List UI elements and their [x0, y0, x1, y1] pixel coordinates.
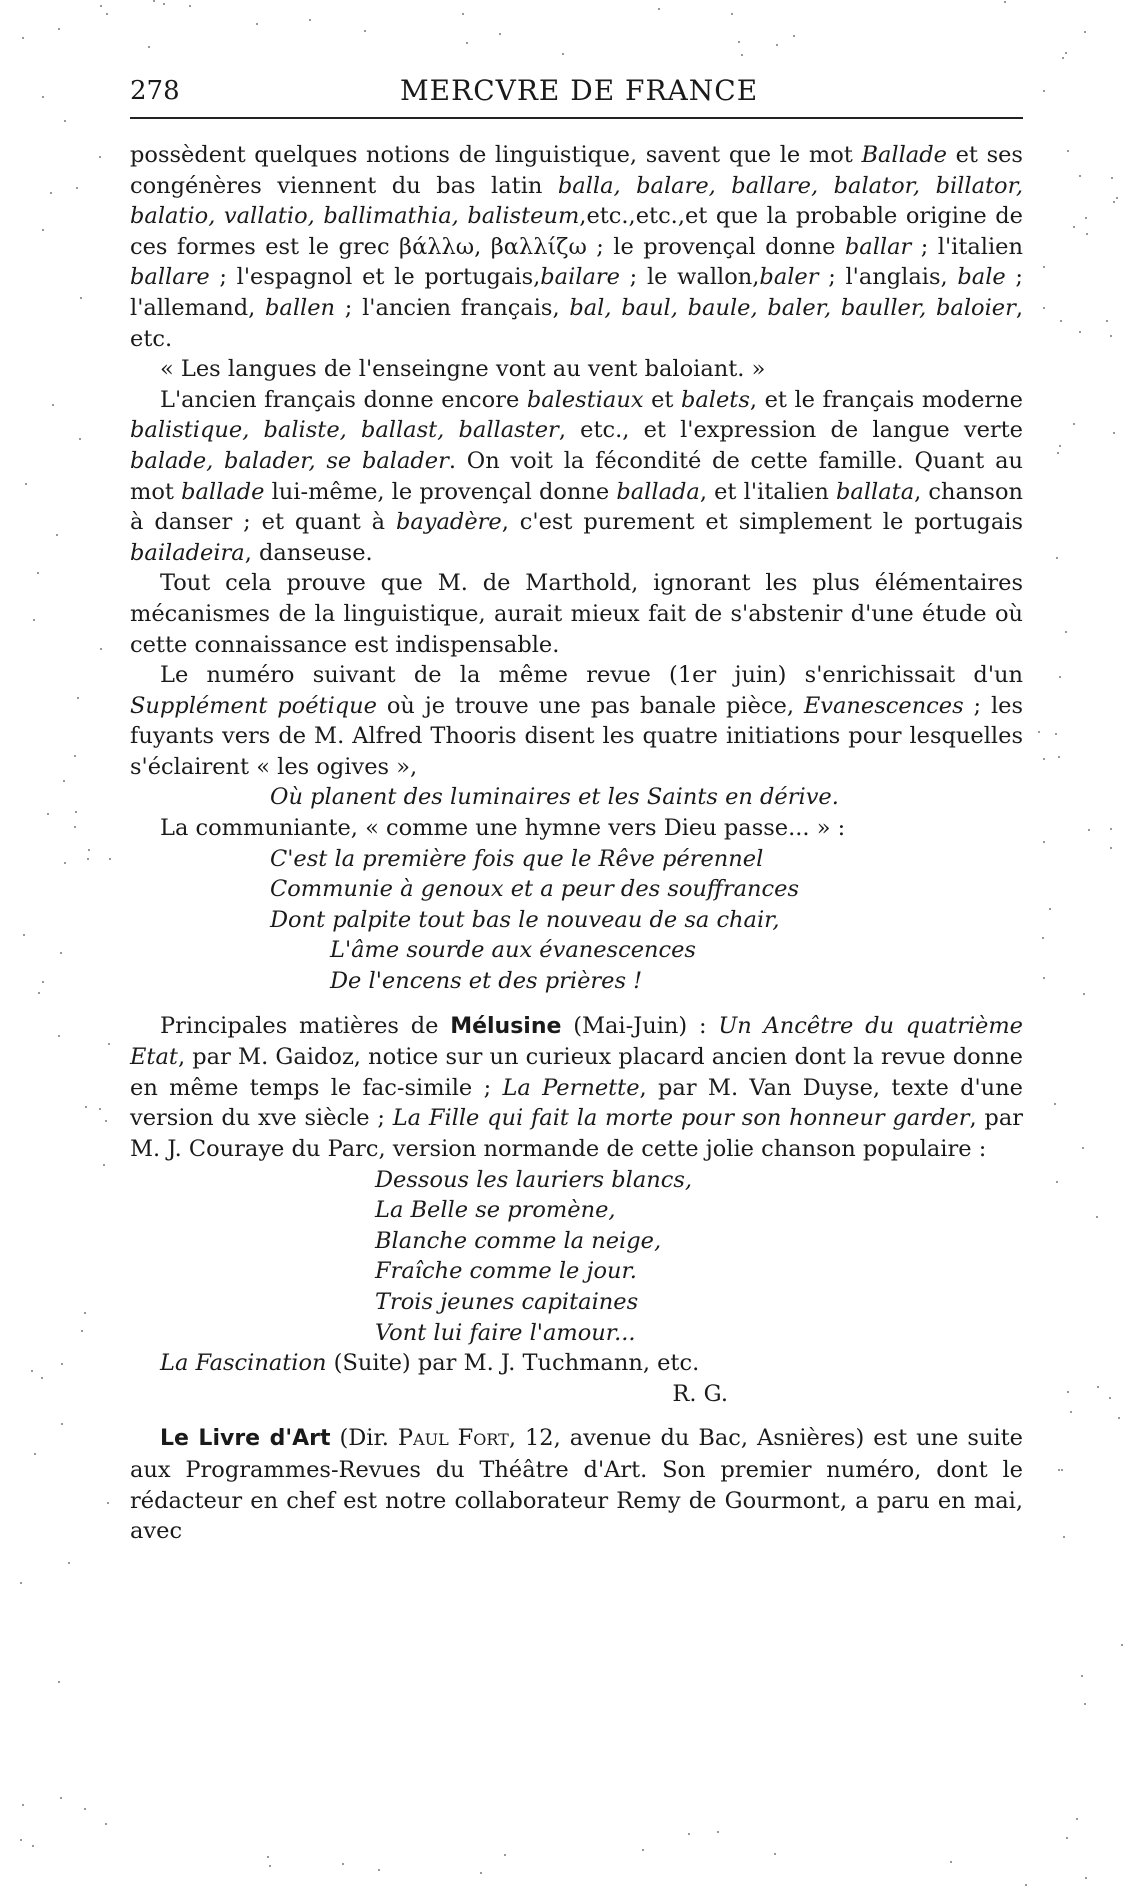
speckle	[309, 19, 311, 21]
verse-ogives	[130, 782, 1023, 813]
text-segment: , 12, avenue du Bac, Asnières) est une suite aux Programmes-Revues du Théâtre d'Art. Son premier numéro, dont le rédacteur en chef est notre collaborateur Remy de Gourmont, a paru en mai, avec	[130, 1425, 1023, 1545]
speckle	[1113, 201, 1115, 203]
paragraph-fascination	[130, 1348, 1023, 1379]
text-segment: ; l'ancien français,	[335, 294, 570, 321]
text-segment: ,etc.,etc.,et que la probable origine de ces formes est le grec βάλλω, βαλλίζω ; le provençal donne	[130, 203, 1023, 260]
text-segment: , par M. J. Couraye du Parc, version normande de cette jolie chanson populaire :	[130, 1105, 1023, 1162]
running-title: MERCVRE DE FRANCE	[400, 74, 759, 107]
speckle	[1043, 307, 1045, 309]
speckle	[499, 33, 501, 35]
speckle	[1025, 1884, 1027, 1886]
italic-text: bayadère	[395, 509, 502, 536]
speckle	[1083, 993, 1085, 995]
speckle	[163, 3, 165, 5]
speckle	[100, 648, 102, 650]
speckle	[1065, 631, 1067, 633]
italic-text: Evanescences	[803, 692, 964, 719]
speckle	[738, 41, 740, 43]
paragraph-quote	[130, 354, 1023, 385]
paragraph-marthold	[130, 568, 1023, 660]
speckle	[1070, 1411, 1072, 1413]
speckle	[42, 981, 44, 983]
speckle	[1073, 226, 1075, 228]
paragraph-melusine	[130, 1011, 1023, 1165]
text-segment: ; le wallon,	[619, 264, 760, 291]
speckle	[1061, 1469, 1063, 1471]
speckle	[793, 35, 795, 37]
text-segment: possèdent quelques notions de linguistique, savent que le mot	[130, 142, 862, 168]
text-segment: lui-même, le provençal donne	[264, 478, 617, 505]
verse-line: Communie à genoux et a peur des souffrances	[270, 876, 799, 903]
speckle	[1111, 177, 1113, 179]
verse-line: Blanche comme la neige,	[375, 1227, 662, 1254]
speckle	[1110, 847, 1112, 849]
text-segment: Tout cela prouve que M. de Marthold, ignorant les plus élémentaires mécanismes de la linguistique, aurait mieux fait de s'abstenir d'une étude où cette connaissance est indispensable.	[130, 570, 1023, 658]
speckle	[84, 1312, 86, 1314]
verse-chanson	[130, 1165, 1023, 1349]
speckle	[1054, 1103, 1056, 1105]
verse-line: Vont lui faire l'amour...	[375, 1319, 636, 1346]
speckle	[1079, 175, 1081, 177]
speckle	[1081, 1675, 1083, 1677]
text-segment: ; l'italien	[911, 233, 1023, 260]
italic-text: ballata	[836, 478, 915, 505]
livre-dart-title: Le Livre d'Art	[160, 1426, 331, 1452]
speckle	[105, 1120, 107, 1122]
header-rule	[130, 117, 1023, 119]
speckle	[79, 438, 81, 440]
text-segment: « Les langues de l'enseingne vont au vent baloiant. »	[160, 356, 766, 383]
italic-text: ballen	[265, 294, 336, 321]
paragraph-old-french	[130, 385, 1023, 569]
verse-line: Trois jeunes capitaines	[375, 1288, 639, 1315]
text-segment: ; l'allemand,	[130, 264, 1024, 321]
speckle	[32, 1845, 34, 1847]
text-segment: , et l'italien	[699, 478, 837, 505]
speckle	[950, 1861, 952, 1863]
speckle	[364, 30, 366, 32]
speckle	[68, 1562, 70, 1564]
speckle	[153, 0, 155, 2]
speckle	[466, 42, 468, 44]
speckle	[99, 156, 101, 158]
speckle	[109, 858, 111, 860]
speckle	[31, 1370, 33, 1372]
speckle	[25, 483, 27, 485]
speckle	[20, 1582, 22, 1584]
text-segment: Paul Fort	[397, 1425, 509, 1452]
speckle	[61, 1423, 63, 1425]
speckle	[63, 780, 65, 782]
speckle	[269, 1865, 271, 1867]
verse-communiante	[130, 844, 1023, 997]
speckle	[56, 534, 58, 536]
speckle	[1079, 331, 1081, 333]
speckle	[148, 46, 150, 48]
paragraph-linguistics	[130, 140, 1023, 354]
speckle	[462, 13, 464, 15]
speckle	[1085, 1877, 1087, 1879]
speckle	[1056, 557, 1058, 559]
speckle	[100, 5, 102, 7]
italic-text: Ballade	[861, 142, 947, 168]
speckle	[1056, 1181, 1058, 1183]
speckle	[61, 1363, 63, 1365]
speckle	[1096, 1216, 1098, 1218]
verse-line: Où planent des luminaires et les Saints en dérive.	[270, 784, 839, 811]
speckle	[1106, 320, 1108, 322]
speckle	[74, 826, 76, 828]
speckle	[1049, 908, 1051, 910]
speckle	[1043, 758, 1045, 760]
speckle	[1073, 423, 1075, 425]
speckle	[1058, 756, 1060, 758]
speckle	[77, 697, 79, 699]
speckle	[1067, 150, 1069, 152]
speckle	[99, 1108, 101, 1110]
speckle	[1067, 1391, 1069, 1393]
speckle	[1076, 1818, 1078, 1820]
speckle	[1043, 90, 1045, 92]
speckle	[1097, 1386, 1099, 1388]
speckle	[20, 1839, 22, 1841]
speckle	[504, 1854, 506, 1856]
speckle	[1063, 1536, 1065, 1538]
speckle	[50, 192, 52, 194]
speckle	[38, 992, 40, 994]
speckle	[1065, 52, 1067, 54]
speckle	[23, 934, 25, 936]
verse-line: Dessous les lauriers blancs,	[375, 1166, 693, 1193]
speckle	[103, 1164, 105, 1166]
italic-text: Supplément poétique	[130, 692, 377, 719]
text-segment: , par M. Gaidoz, notice sur un curieux placard ancien dont la revue donne en même temps le fac-simile ;	[130, 1044, 1023, 1101]
paragraph-livre-dart	[130, 1423, 1023, 1546]
speckle	[1066, 1837, 1068, 1839]
speckle	[76, 187, 78, 189]
speckle	[75, 811, 77, 813]
speckle	[80, 297, 82, 299]
text-segment: L'ancien français donne encore	[160, 386, 527, 413]
verse-line: De l'encens et des prières !	[330, 968, 643, 995]
italic-text: bailare	[540, 264, 620, 291]
paragraph-next-issue	[130, 660, 1023, 782]
speckle	[88, 849, 90, 851]
speckle	[1004, 1, 1006, 3]
speckle	[342, 1863, 344, 1865]
speckle	[774, 1853, 776, 1855]
verse-line: L'âme sourde aux évanescences	[330, 937, 696, 964]
melusine-title: Mélusine	[450, 1013, 562, 1039]
speckle	[1116, 197, 1118, 199]
text-segment: , etc.	[130, 294, 1023, 352]
text-segment: ; l'espagnol et le portugais,	[209, 264, 541, 291]
signature: R. G.	[672, 1380, 728, 1407]
speckle	[267, 1856, 269, 1858]
speckle	[1062, 57, 1064, 59]
speckle	[1121, 1644, 1123, 1646]
speckle	[1109, 1397, 1111, 1399]
speckle	[480, 1872, 482, 1874]
speckle	[776, 44, 778, 46]
speckle	[107, 1502, 109, 1504]
verse-line: La Belle se promène,	[375, 1197, 616, 1224]
speckle	[189, 5, 191, 7]
speckle	[1118, 1417, 1120, 1419]
speckle	[1082, 1147, 1084, 1149]
speckle	[378, 1869, 380, 1871]
speckle	[1110, 335, 1112, 337]
speckle	[47, 813, 49, 815]
speckle	[34, 1453, 36, 1455]
speckle	[1043, 977, 1045, 979]
text-segment: où je trouve une pas banale pièce,	[376, 692, 804, 719]
line-communiante: La communiante, « comme une hymne vers Dieu passe... » :	[160, 815, 846, 842]
italic-text: La Fascination	[160, 1350, 327, 1377]
speckle	[1038, 731, 1040, 733]
italic-text: ballare	[130, 264, 210, 291]
speckle	[58, 28, 60, 30]
spacer	[130, 1409, 1023, 1423]
italic-text: La Fille qui fait la morte pour son honneur garder	[392, 1105, 970, 1132]
speckle	[1088, 829, 1090, 831]
italic-text: balets	[680, 386, 750, 413]
speckle	[64, 120, 66, 122]
speckle	[1084, 1703, 1086, 1705]
verse-line: Dont palpite tout bas le nouveau de sa chair,	[270, 906, 780, 933]
speckle	[562, 53, 564, 55]
speckle	[1110, 828, 1112, 830]
speckle	[256, 23, 258, 25]
verse-line: Fraîche comme le jour.	[375, 1258, 637, 1285]
speckle	[87, 858, 89, 860]
text-segment: ; l'anglais,	[818, 264, 958, 291]
speckle	[42, 96, 44, 98]
speckle	[1084, 31, 1086, 33]
text-segment: , c'est purement et simplement le portugais	[501, 509, 1023, 536]
speckle	[52, 404, 54, 406]
italic-text: bailadeira	[130, 539, 245, 566]
speckle	[717, 1831, 719, 1833]
page-header	[130, 66, 1030, 116]
speckle	[1043, 841, 1045, 843]
italic-text: ballar	[844, 233, 912, 260]
speckle	[37, 572, 39, 574]
speckle	[108, 1043, 110, 1045]
speckle	[84, 1808, 86, 1810]
page-number: 278	[130, 76, 180, 106]
speckle	[105, 1823, 107, 1825]
speckle	[1042, 937, 1044, 939]
italic-text: bale	[957, 264, 1006, 291]
speckle	[688, 1833, 690, 1835]
speckle	[81, 1330, 83, 1332]
text-segment: . On voit la fécondité de cette famille. Quant au mot	[130, 447, 1023, 505]
text-segment: (Dir.	[330, 1425, 398, 1452]
speckle	[106, 13, 108, 15]
speckle	[1060, 320, 1062, 322]
speckle	[731, 13, 733, 15]
speckle	[1043, 266, 1045, 268]
speckle	[58, 1035, 60, 1037]
text-segment: ; les fuyants vers de M. Alfred Thooris disent les quatre initiations pour lesquelles s'éclairent « les ogives »,	[130, 692, 1023, 780]
speckle	[64, 862, 66, 864]
text-segment: et ses congénères viennent du bas latin	[130, 142, 1023, 199]
speckle	[1055, 733, 1057, 735]
speckle	[58, 1681, 60, 1683]
text-segment: , etc., et l'expression de langue verte	[558, 417, 1023, 444]
speckle	[74, 755, 76, 757]
text-segment: , et le français moderne	[749, 386, 1023, 413]
speckle	[42, 229, 44, 231]
speckle	[33, 619, 35, 621]
speckle	[22, 37, 24, 39]
speckle	[1086, 233, 1088, 235]
italic-text: Un Ancêtre du quatrième Etat	[130, 1012, 1024, 1071]
speckle	[741, 54, 743, 56]
text-segment: et	[643, 386, 681, 413]
speckle	[1057, 452, 1059, 454]
speckle	[1059, 676, 1061, 678]
speckle	[658, 8, 660, 10]
text-segment: , par M. Van Duyse, texte d'une version du xve siècle ;	[130, 1074, 1023, 1132]
speckle	[642, 1849, 644, 1851]
verse-line: C'est la première fois que le Rêve pérennel	[270, 845, 764, 872]
speckle	[1113, 432, 1115, 434]
speckle	[1059, 445, 1061, 447]
body-text	[130, 140, 1023, 1547]
text-segment: (Suite) par M. J. Tuchmann, etc.	[326, 1350, 700, 1377]
spacer	[130, 997, 1023, 1011]
text-segment: (Mai-Juin) :	[561, 1012, 719, 1039]
speckle	[60, 952, 62, 954]
speckle	[60, 1797, 62, 1799]
speckle	[1085, 217, 1087, 219]
italic-text: ballada	[616, 478, 700, 505]
text-segment: , danseuse.	[244, 539, 373, 566]
speckle	[22, 1804, 24, 1806]
text-segment: Le numéro suivant de la même revue (1er juin) s'enrichissait d'un	[160, 662, 1023, 689]
text-segment: , chanson à danser ; et quant à	[130, 478, 1024, 536]
italic-text: bal, baul, baule, baler, bauller, baloier	[569, 294, 1016, 321]
melusine-lead: Principales matières de	[160, 1012, 451, 1039]
speckle	[1058, 1469, 1060, 1471]
italic-text: balade, balader, se balader	[130, 447, 449, 474]
speckle	[85, 1106, 87, 1108]
italic-text: ballade	[181, 478, 265, 505]
speckle	[41, 1377, 43, 1379]
italic-text: balla, balare, ballare, balator, billator, balatio, vallatio, ballimathia, balisteum	[130, 172, 1024, 230]
italic-text: baler	[759, 264, 819, 291]
italic-text: La Pernette	[502, 1074, 640, 1101]
italic-text: balestiaux	[526, 386, 644, 413]
italic-text: balistique, baliste, ballast, ballaster	[130, 417, 559, 444]
